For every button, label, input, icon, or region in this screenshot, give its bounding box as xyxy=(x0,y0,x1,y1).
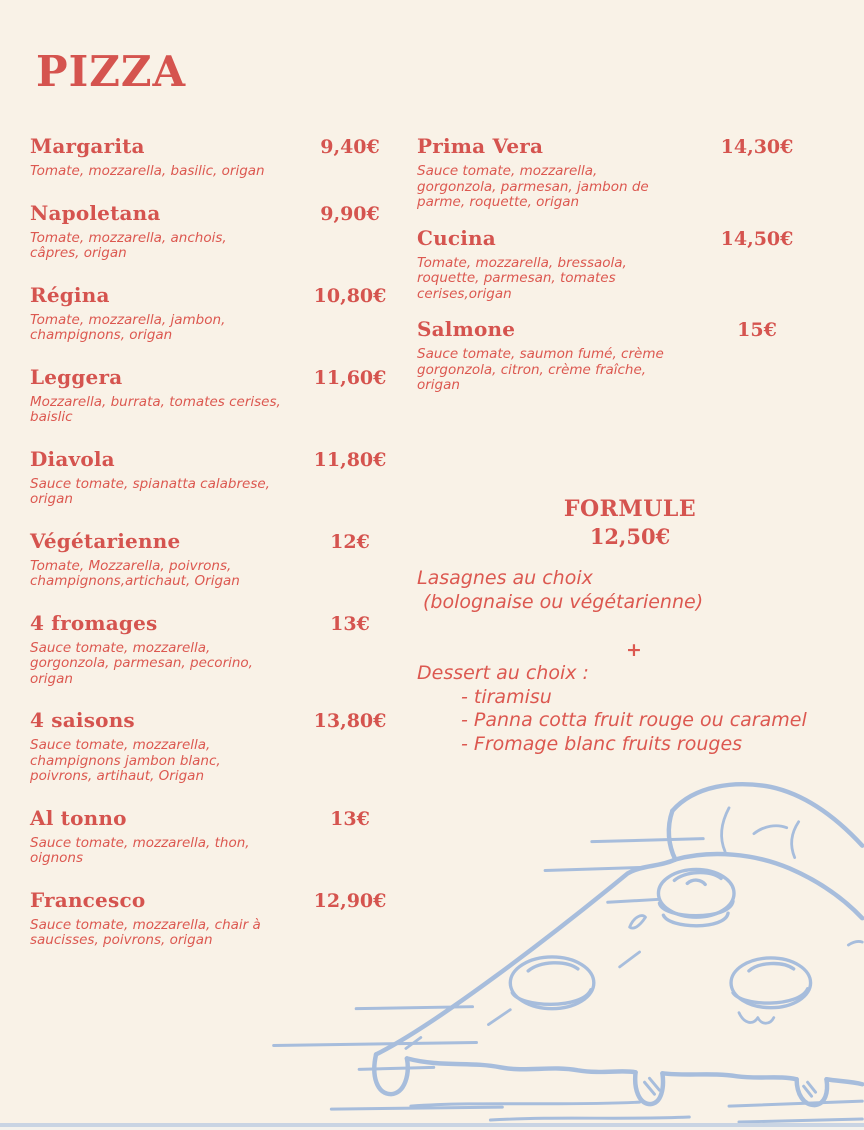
menu-item-name: Salmone xyxy=(417,317,516,341)
menu-item-name: Francesco xyxy=(30,887,146,912)
desc-line: Tomate, mozzarella, basilic, origan xyxy=(30,163,265,179)
dessert-option: - tiramisu xyxy=(461,685,552,708)
lasagnes-line-2: (bolognaise ou végétarienne) xyxy=(423,590,704,613)
desc-line: saucisses, poivrons, origan xyxy=(30,932,213,948)
desc-line: Tomate, mozzarella, anchois, xyxy=(30,229,227,246)
menu-column-right xyxy=(417,134,802,409)
menu-item-description xyxy=(30,231,395,262)
menu-item-header xyxy=(30,201,395,226)
menu-item-price: 14,30€ xyxy=(720,136,794,158)
menu-item-price: 14,50€ xyxy=(720,227,794,250)
desc-line: baislic xyxy=(30,409,73,425)
menu-item-price: 12€ xyxy=(330,530,370,553)
menu-item-description xyxy=(417,347,802,394)
menu-item xyxy=(417,226,802,303)
desc-line: oignons xyxy=(30,850,83,866)
lasagnes-line-1: Lasagnes au choix xyxy=(417,567,593,589)
desc-line: origan xyxy=(30,670,73,687)
menu-item xyxy=(417,134,802,211)
menu-item-name: Margarita xyxy=(30,134,145,158)
menu-item-description xyxy=(30,395,395,426)
menu-item xyxy=(30,365,395,426)
dessert-heading: Dessert au choix : xyxy=(417,662,589,684)
menu-item xyxy=(30,611,395,688)
desc-line: Sauce tomate, spianatta calabrese, xyxy=(30,475,270,492)
menu-item xyxy=(417,317,802,394)
menu-item-description xyxy=(30,477,395,508)
menu-item-header xyxy=(30,529,395,554)
menu-item-header xyxy=(30,365,395,390)
menu-item-price: 13,80€ xyxy=(313,710,387,732)
menu-item-name: Cucina xyxy=(417,225,496,250)
menu-item-name: 4 saisons xyxy=(30,708,135,732)
formule-dessert xyxy=(417,662,807,756)
plus-sign: + xyxy=(626,639,642,661)
menu-item-name: Végétarienne xyxy=(30,528,181,553)
desc-line: Tomate, mozzarella, jambon, xyxy=(30,311,226,328)
menu-item-price: 12,90€ xyxy=(313,889,387,912)
menu-item-header xyxy=(417,317,802,342)
desc-line: Sauce tomate, mozzarella, xyxy=(417,163,598,179)
menu-item-price: 9,90€ xyxy=(320,202,380,225)
desc-line: Sauce tomate, saumon fumé, crème xyxy=(417,346,664,362)
desc-line: cerises,origan xyxy=(417,285,512,302)
menu-item xyxy=(30,708,395,785)
desc-line: champignons jambon blanc, xyxy=(30,752,221,769)
menu-item-header xyxy=(30,611,395,636)
desc-line: gorgonzola, parmesan, jambon de xyxy=(417,178,649,195)
menu-item-price: 13€ xyxy=(330,612,370,635)
menu-item-name: Napoletana xyxy=(30,200,161,225)
menu-item-header xyxy=(30,134,395,159)
menu-item-header xyxy=(417,134,802,159)
menu-item-description xyxy=(417,256,802,303)
desc-line: origan xyxy=(30,491,73,507)
menu-item-price: 11,80€ xyxy=(313,448,387,471)
formule-section xyxy=(417,495,843,550)
motion-lines-icon xyxy=(274,839,704,1109)
menu-item-description xyxy=(30,313,395,344)
desc-line: gorgonzola, parmesan, pecorino, xyxy=(30,655,253,671)
menu-item-price: 13€ xyxy=(330,807,370,830)
formule-price: 12,50€ xyxy=(589,524,671,549)
dessert-option: - Panna cotta fruit rouge ou caramel xyxy=(461,709,807,731)
menu-item xyxy=(30,134,395,180)
menu-item-name: 4 fromages xyxy=(30,610,158,635)
menu-item-name: Diavola xyxy=(30,446,115,471)
menu-item-name: Al tonno xyxy=(30,805,127,830)
page-title: PIZZA xyxy=(36,47,187,96)
pizza-slice-illustration xyxy=(260,778,864,1126)
menu-item-name: Régina xyxy=(30,282,110,307)
menu-item xyxy=(30,447,395,508)
dessert-option: - Fromage blanc fruits rouges xyxy=(461,732,743,755)
desc-line: champignons,artichaut, Origan xyxy=(30,573,240,589)
menu-item xyxy=(30,201,395,262)
menu-item-name: Prima Vera xyxy=(417,134,544,158)
desc-line: Mozzarella, burrata, tomates cerises, xyxy=(30,393,281,410)
desc-line: Sauce tomate, mozzarella, thon, xyxy=(30,834,250,851)
menu-item xyxy=(30,529,395,590)
desc-line: parme, roquette, origan xyxy=(417,194,580,210)
menu-item-header xyxy=(30,283,395,308)
desc-line: Sauce tomate, mozzarella, chair à xyxy=(30,916,261,933)
desc-line: champignons, origan xyxy=(30,327,173,343)
menu-item-header xyxy=(30,708,395,733)
menu-item-price: 9,40€ xyxy=(320,136,380,158)
desc-line: gorgonzola, citron, crème fraîche, xyxy=(417,361,647,378)
menu-item-price: 15€ xyxy=(737,319,777,341)
desc-line: câpres, origan xyxy=(30,245,127,261)
menu-item-header xyxy=(417,226,802,251)
menu-item-description xyxy=(30,164,395,180)
menu-item-description xyxy=(30,641,395,688)
menu-item-price: 11,60€ xyxy=(313,366,387,389)
desc-line: roquette, parmesan, tomates xyxy=(417,270,616,286)
menu-item-description xyxy=(30,559,395,590)
desc-line: origan xyxy=(417,377,460,393)
menu-item-name: Leggera xyxy=(30,364,123,389)
menu-item xyxy=(30,283,395,344)
menu-item-header xyxy=(30,447,395,472)
desc-line: Sauce tomate, mozzarella, xyxy=(30,737,211,753)
menu-item-price: 10,80€ xyxy=(313,284,387,307)
desc-line: Tomate, mozzarella, bressaola, xyxy=(417,254,627,271)
formule-lasagnes xyxy=(417,567,703,614)
menu-item-description xyxy=(417,164,802,211)
desc-line: Sauce tomate, mozzarella, xyxy=(30,639,211,656)
desc-line: Tomate, Mozzarella, poivrons, xyxy=(30,557,232,574)
formule-title: FORMULE xyxy=(563,496,697,522)
desc-line: poivrons, artihaut, Origan xyxy=(30,768,205,784)
